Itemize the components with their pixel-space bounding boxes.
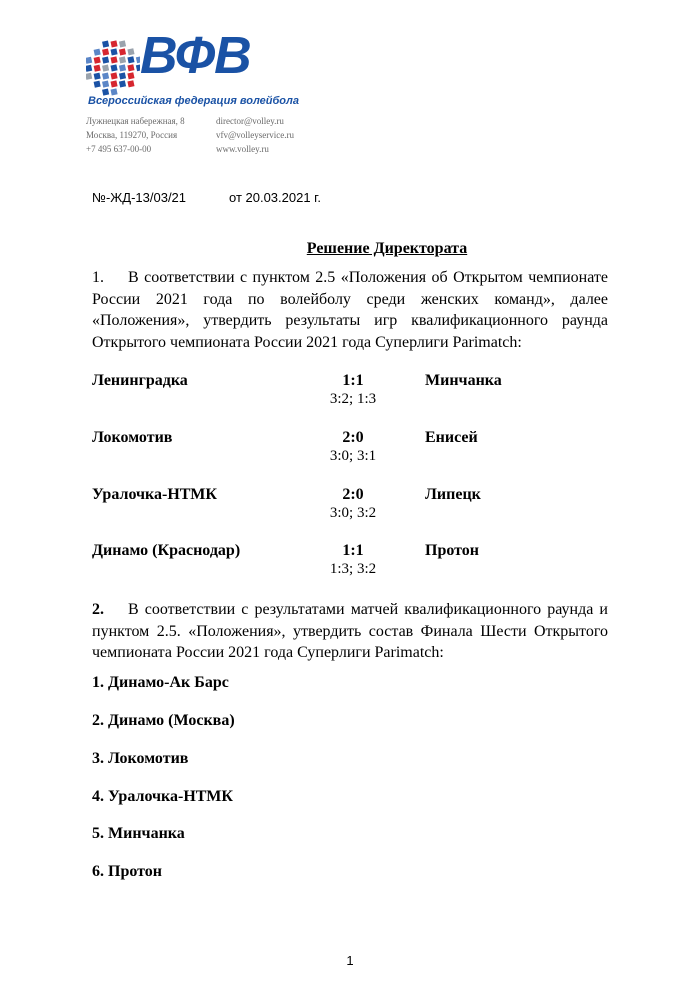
contact-email-director[interactable]: director@volley.ru [216,116,284,126]
contacts-block [216,114,294,156]
document-number: №-ЖД-13/03/21 [92,190,187,205]
match-3-home: Уралочка-НТМК [92,486,217,503]
finalist-6: 6. Протон [92,863,162,880]
logo-tile [110,64,117,71]
finalist-4: 4. Уралочка-НТМК [92,788,233,805]
paragraph-2-text: В соответствии с результатами матчей квалификационного раунда и пунктом 2.5. «Положения», утвердить состав Финала Шести Открытого чемпионата России 2021 года Суперлиги Parimatch: [92,601,608,661]
match-4-away: Протон [425,542,479,559]
organization-name: Всероссийская федерация волейбола [88,95,299,107]
match-2-home: Локомотив [92,429,173,446]
page-number: 1 [346,953,354,968]
match-2-score: 2:0 [342,429,364,446]
finalist-5: 5. Минчанка [92,825,185,842]
paragraph-1-number: 1. [92,269,104,286]
match-3-away: Липецк [425,486,481,503]
contact-website[interactable]: www.volley.ru [216,144,269,154]
match-4-score: 1:1 [342,542,364,559]
contact-email-vfv[interactable]: vfv@volleyservice.ru [216,130,295,140]
logo-tile [127,64,134,71]
address-phone: +7 495 637-00-00 [86,144,152,154]
finalist-2: 2. Динамо (Москва) [92,712,235,729]
logo-tile [119,56,126,63]
address-street: Лужнецкая набережная, 8 [86,116,185,126]
address-block [86,114,185,156]
match-1-home: Ленинградка [92,372,188,389]
logo-tile [102,41,109,48]
paragraph-2-number: 2. [92,601,104,618]
logo-tile [127,72,134,79]
logo-wordmark: ВФВ [140,27,251,85]
finalist-3: 3. Локомотив [92,750,189,767]
match-2-sets: 3:0; 3:1 [329,448,377,464]
match-1-away: Минчанка [425,372,502,389]
logo-tile [127,80,134,87]
match-1-sets: 3:2; 1:3 [329,391,377,407]
logo-tile [119,80,126,87]
logo-tile [94,73,101,80]
logo-tile [102,73,109,80]
address-city: Москва, 119270, Россия [86,130,178,140]
logo-tile [102,49,109,56]
logo-tile [86,65,92,72]
logo-tile [119,72,126,79]
logo-tile [94,81,101,88]
match-2-away: Енисей [425,429,478,446]
logo-tile [110,48,117,55]
match-3-sets: 3:0; 3:2 [329,505,377,521]
logo-tile [127,56,134,63]
logo-tile [110,80,117,87]
vfv-logo-icon [86,38,140,96]
logo-tile [119,40,126,47]
match-4-sets: 1:3; 3:2 [329,561,377,577]
logo-tile [94,57,101,64]
logo-tile [110,56,117,63]
logo-tile [119,48,126,55]
paragraph-2 [92,599,608,664]
paragraph-1 [92,267,608,353]
match-1-score: 1:1 [342,372,364,389]
logo-tile [94,49,101,56]
page-title [0,240,700,258]
logo-tile [110,72,117,79]
document-date: от 20.03.2021 г. [229,190,321,205]
logo-tile [94,65,101,72]
logo-tile [86,73,92,80]
match-3-score: 2:0 [342,486,364,503]
logo-tile [86,57,92,64]
logo-tile [119,64,126,71]
finalist-1: 1. Динамо-Ак Барс [92,674,229,691]
logo-tile [127,48,134,55]
page-title-text: Решение Директората [306,240,468,257]
match-4-home: Динамо (Краснодар) [92,542,241,559]
logo-tile [110,40,117,47]
paragraph-1-text: В соответствии с пунктом 2.5 «Положения об Открытом чемпионате России 2021 года по волейболу среди женских команд», далее «Положения», утвердить результаты игр квалификационного раунда Открытого чемпионата России 2021 года Суперлиги Parimatch: [92,269,608,351]
logo-tile [102,81,109,88]
logo-tile [102,57,109,64]
logo-tile [102,65,109,72]
